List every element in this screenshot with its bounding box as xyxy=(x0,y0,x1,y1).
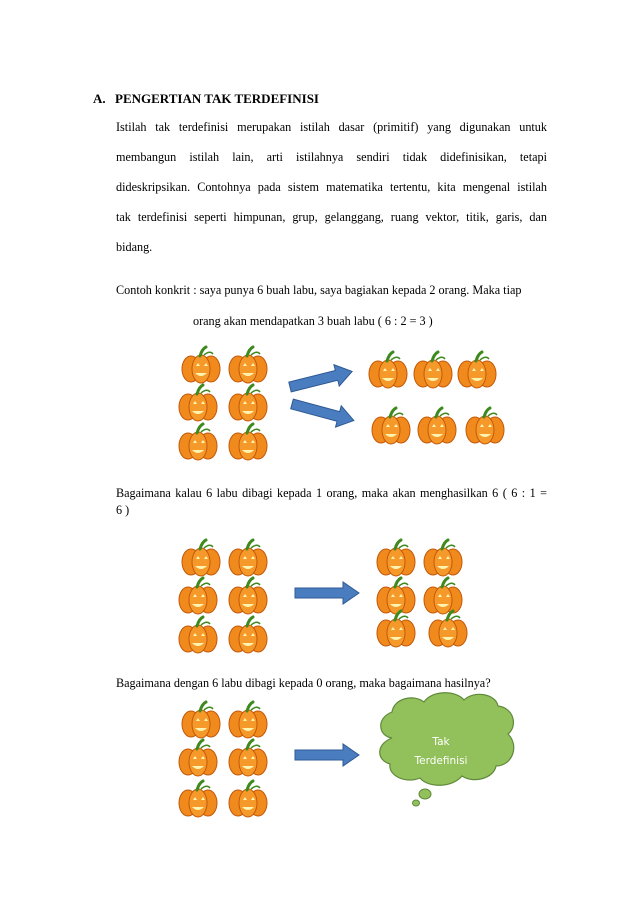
diagram-1 xyxy=(179,347,504,460)
pumpkin-icon xyxy=(179,424,217,460)
pumpkin-icon xyxy=(229,424,267,460)
intro-line-1: Istilah tak terdefinisi merupakan istilah dasar (primitif) yang digunakan untuk xyxy=(116,120,547,134)
arrow-icon xyxy=(287,361,354,398)
example1-line-1: Contoh konkrit : saya punya 6 buah labu, saya bagiakan kepada 2 orang. Maka tiap xyxy=(116,283,522,297)
pumpkin-icon xyxy=(179,385,217,421)
section-title: PENGERTIAN TAK TERDEFINISI xyxy=(115,91,319,106)
pumpkin-icon xyxy=(182,347,220,383)
intro-line-2: membangun istilah lain, arti istilahnya sendiri tidak didefinisikan, tetapi xyxy=(116,150,547,164)
example1-line-2: orang akan mendapatkan 3 buah labu ( 6 : 2 = 3 ) xyxy=(193,314,433,328)
pumpkin-icon xyxy=(182,702,220,738)
pumpkin-icon xyxy=(182,540,220,576)
pumpkin-icon xyxy=(229,347,267,383)
pumpkin-icon xyxy=(377,578,415,614)
pumpkin-icon xyxy=(369,352,407,388)
intro-line-4: tak terdefinisi seperti himpunan, grup, gelanggang, ruang vektor, titik, garis, dan xyxy=(116,210,547,224)
arrow-icon xyxy=(289,393,357,431)
pumpkin-icon xyxy=(424,578,462,614)
pumpkin-icon xyxy=(179,617,217,653)
pumpkin-icon xyxy=(414,352,452,388)
intro-line-3: dideskripsikan. Contohnya pada sistem matematika tertentu, kita mengenal istilah xyxy=(116,180,547,194)
pumpkin-icon xyxy=(229,617,267,653)
pumpkin-icon xyxy=(229,578,267,614)
diagram-3 xyxy=(179,693,514,817)
pumpkin-icon xyxy=(229,740,267,776)
pumpkin-icon xyxy=(229,781,267,817)
pumpkin-icon xyxy=(229,702,267,738)
cloud-text-line-2: Terdefinisi xyxy=(414,755,468,767)
thought-cloud-icon xyxy=(380,693,514,806)
arrow-icon xyxy=(295,582,359,604)
pumpkin-icon xyxy=(229,540,267,576)
pumpkin-icon xyxy=(372,408,410,444)
pumpkin-icon xyxy=(179,740,217,776)
pumpkin-icon xyxy=(377,611,415,647)
intro-line-5: bidang. xyxy=(116,240,153,254)
pumpkin-icon xyxy=(179,578,217,614)
cloud-text-line-1: Tak xyxy=(432,736,450,748)
pumpkin-icon xyxy=(229,385,267,421)
pumpkin-icon xyxy=(179,781,217,817)
example2-line-2: 6 ) xyxy=(116,503,130,517)
pumpkin-icon xyxy=(418,408,456,444)
pumpkin-icon xyxy=(377,540,415,576)
arrow-icon xyxy=(295,744,359,766)
pumpkin-icon xyxy=(458,352,496,388)
pumpkin-icon xyxy=(429,611,467,647)
example2-line-1: Bagaimana kalau 6 labu dibagi kepada 1 orang, maka akan menghasilkan 6 ( 6 : 1 = xyxy=(116,486,547,500)
pumpkin-icon xyxy=(466,408,504,444)
section-number: A. xyxy=(93,91,106,106)
example3-line-1: Bagaimana dengan 6 labu dibagi kepada 0 orang, maka bagaimana hasilnya? xyxy=(116,676,491,690)
pumpkin-icon xyxy=(424,540,462,576)
diagram-2 xyxy=(179,540,467,653)
